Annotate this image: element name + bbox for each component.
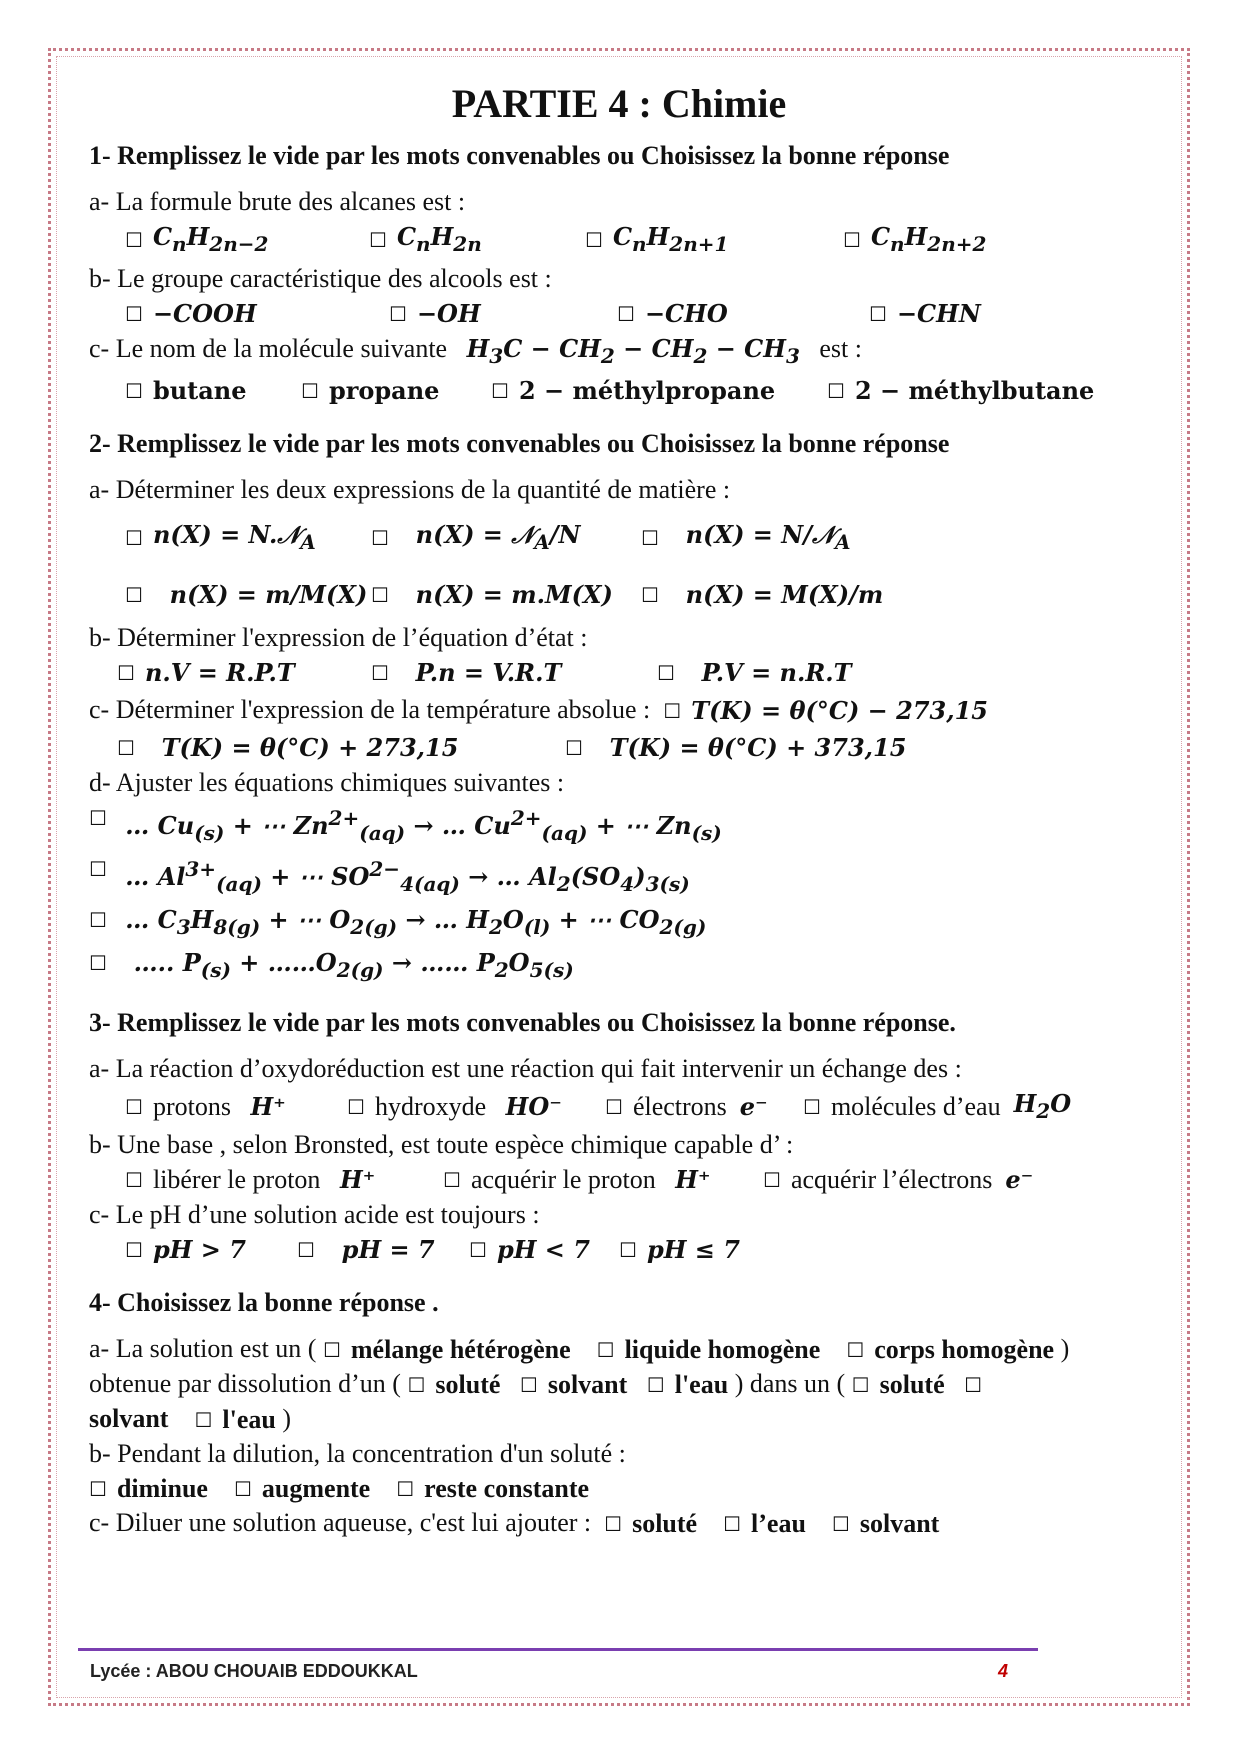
q4a-option[interactable]: ☐ l'eau	[646, 1370, 729, 1400]
q3a-option[interactable]: ☐ électrons e⁻	[605, 1091, 768, 1121]
page-footer	[78, 1648, 1038, 1689]
section-1-heading: 1- Remplissez le vide par les mots convenables ou Choisissez la bonne réponse	[89, 141, 950, 170]
q1b-text: b- Le groupe caractéristique des alcools est :	[89, 263, 552, 293]
q4b-option[interactable]: ☐ reste constante	[396, 1474, 590, 1504]
q2a-option[interactable]: ☐ n(X) = m/M(X)	[125, 580, 368, 610]
q4a-option[interactable]: ☐ liquide homogène	[596, 1335, 821, 1365]
q2d-equation[interactable]: ☐ … $Cu_{(s)}$ + ⋯ $Zn^{2+}_{(aq)}$ → … $Cu^{2+}_{(aq)}$ + ⋯ $Zn_{(s)}$	[89, 806, 722, 846]
q4a-option[interactable]: ☐ l'eau	[194, 1405, 276, 1435]
q4a-line3: solvant ☐ l'eau )	[89, 1402, 1149, 1437]
q1c-option[interactable]: ☐ butane	[125, 375, 247, 405]
page-number: 4	[997, 1661, 1008, 1681]
q4a-option[interactable]: solvant	[89, 1404, 169, 1434]
q2c-option[interactable]: ☐ T(K) = θ(°C) + 373,15	[565, 733, 907, 763]
section-2-heading: 2- Remplissez le vide par les mots convenables ou Choisissez la bonne réponse	[89, 428, 950, 458]
q2c-option[interactable]: ☐ T(K) = θ(°C) − 273,15	[663, 696, 988, 726]
q3c-option[interactable]: ☐ pH ≤ 7	[619, 1235, 740, 1265]
q3b-option[interactable]: ☐ acquérir l’électrons e⁻	[763, 1165, 1034, 1195]
q2c-option[interactable]: ☐ T(K) = θ(°C) + 273,15	[117, 733, 459, 763]
q1b-option[interactable]: ☐ −COOH	[125, 298, 257, 328]
section-4-heading: 4- Choisissez la bonne réponse .	[89, 1288, 439, 1318]
q3c-text: c- Le pH d’une solution acide est toujours :	[89, 1200, 540, 1230]
q3b-option[interactable]: ☐ libérer le proton H⁺	[125, 1165, 376, 1195]
q2d-equation[interactable]: ☐ … $C_3H_{8(g)}$ + ⋯ $O_{2(g)}$ → … $H_2O_{(l)}$ + ⋯ $CO_{2(g)}$	[89, 904, 707, 939]
q4a-line2: obtenue par dissolution d’un ( ☐ soluté ☐ solvant ☐ l'eau ) dans un ( ☐ soluté ☐	[89, 1367, 1149, 1402]
q1a-text: a- La formule brute des alcanes est :	[89, 187, 466, 216]
q1a-option[interactable]: ☐ $C_nH_{2n}$	[369, 222, 482, 256]
q2b-text: b- Déterminer l'expression de l’équation d’état :	[89, 623, 588, 653]
q3c-option[interactable]: ☐ pH < 7	[469, 1235, 590, 1265]
q4a-option[interactable]: ☐ soluté	[851, 1370, 945, 1400]
q3c-option[interactable]: ☐ pH > 7	[125, 1235, 246, 1265]
q3b-text: b- Une base , selon Bronsted, est toute espèce chimique capable d’ :	[89, 1130, 794, 1160]
q4a-option[interactable]: ☐ solvant	[519, 1370, 628, 1400]
q2a-option[interactable]: ☐ n(X) = m.M(X)	[371, 580, 613, 610]
q3a-option[interactable]: ☐ molécules d’eau $H_2O$	[803, 1088, 1072, 1123]
q2c-text: c- Déterminer l'expression de la température absolue : ☐ T(K) = θ(°C) − 273,15	[89, 691, 1149, 730]
q2a-text: a- Déterminer les deux expressions de la quantité de matière :	[89, 474, 731, 504]
q1a-option[interactable]: ☐ $C_nH_{2n+1}$	[585, 222, 729, 256]
q1b-option[interactable]: ☐ −CHO	[617, 298, 728, 328]
q4c-line: c- Diluer une solution aqueuse, c'est lui ajouter : ☐ soluté ☐ l’eau ☐ solvant	[89, 1506, 1149, 1541]
q3b-option[interactable]: ☐ acquérir le proton H⁺	[443, 1165, 711, 1195]
q2d-equation[interactable]: ☐ ….. $P_{(s)}$ + $\dots\dots O_{2(g)}$ → …… $P_2O_{5(s)}$	[89, 947, 574, 982]
q1b-option[interactable]: ☐ −CHN	[869, 298, 981, 328]
section-3-heading: 3- Remplissez le vide par les mots convenables ou Choisissez la bonne réponse.	[89, 1007, 956, 1037]
q1a-option[interactable]: ☐ $C_nH_{2n+2}$	[843, 222, 987, 256]
q1b-option[interactable]: ☐ −OH	[389, 298, 481, 328]
checkbox-icon[interactable]: ☐	[964, 1373, 983, 1398]
school-name: Lycée : ABOU CHOUAIB EDDOUKKAL	[90, 1661, 418, 1681]
q3a-option[interactable]: ☐ hydroxyde HO⁻	[347, 1091, 562, 1121]
exam-page	[89, 80, 1149, 1541]
q4a-line1: a- La solution est un ( ☐ mélange hétérogène ☐ liquide homogène ☐ corps homogène )	[89, 1332, 1149, 1367]
q3a-option[interactable]: ☐ protons H⁺	[125, 1091, 286, 1121]
q4a-option[interactable]: ☐ mélange hétérogène	[322, 1335, 571, 1365]
q4c-option[interactable]: ☐ soluté	[604, 1509, 698, 1539]
q4a-option[interactable]: ☐ corps homogène	[846, 1335, 1055, 1365]
q4c-option[interactable]: ☐ l’eau	[723, 1509, 806, 1539]
q2b-option[interactable]: ☐ n.V = R.P.T	[117, 658, 295, 688]
q1c-option[interactable]: ☐ propane	[301, 375, 440, 405]
q2d-equation[interactable]: ☐ … $Al^{3+}_{(aq)}$ + ⋯ $SO^{2-}_{4(aq)}$ → … $Al_2(SO_4)_{3(s)}$	[89, 857, 690, 896]
q1a-option[interactable]: ☐ $C_nH_{2n-2}$	[125, 222, 269, 256]
q4b-option[interactable]: ☐ diminue	[89, 1474, 208, 1504]
q2a-option[interactable]: ☐ n(X) = N.𝒩$_A$	[125, 519, 316, 554]
q4a-option[interactable]: ☐ soluté	[407, 1370, 501, 1400]
q2b-option[interactable]: ☐ P.V = n.R.T	[657, 658, 852, 688]
q1c-formula: $H_3C - CH_2 - CH_2 - CH_3$	[466, 333, 800, 368]
q2a-option[interactable]: ☐ n(X) = M(X)/m	[641, 580, 884, 610]
page-title: PARTIE 4 : Chimie	[451, 81, 787, 126]
q1c-option[interactable]: ☐ 2 − méthylbutane	[827, 375, 1095, 405]
q4b-text: b- Pendant la dilution, la concentration d'un soluté :	[89, 1439, 626, 1469]
q4c-option[interactable]: ☐ solvant	[831, 1509, 940, 1539]
q3c-option[interactable]: ☐ pH = 7	[297, 1235, 435, 1265]
q4b-option[interactable]: ☐ augmente	[233, 1474, 371, 1504]
q2a-option[interactable]: ☐ n(X) = 𝒩$_A$/N	[371, 519, 581, 554]
q2a-option[interactable]: ☐ n(X) = N/𝒩$_A$	[641, 519, 851, 554]
q1c-text: c- Le nom de la molécule suivante $H_3C - CH_2 - CH_2 - CH_3$ est :	[89, 333, 862, 368]
q2b-option[interactable]: ☐ P.n = V.R.T	[371, 658, 562, 688]
q3a-text: a- La réaction d’oxydoréduction est une réaction qui fait intervenir un échange des :	[89, 1053, 962, 1083]
q2d-text: d- Ajuster les équations chimiques suivantes :	[89, 768, 565, 798]
q1c-option[interactable]: ☐ 2 − méthylpropane	[491, 375, 776, 405]
q4b-options	[89, 1471, 1149, 1506]
